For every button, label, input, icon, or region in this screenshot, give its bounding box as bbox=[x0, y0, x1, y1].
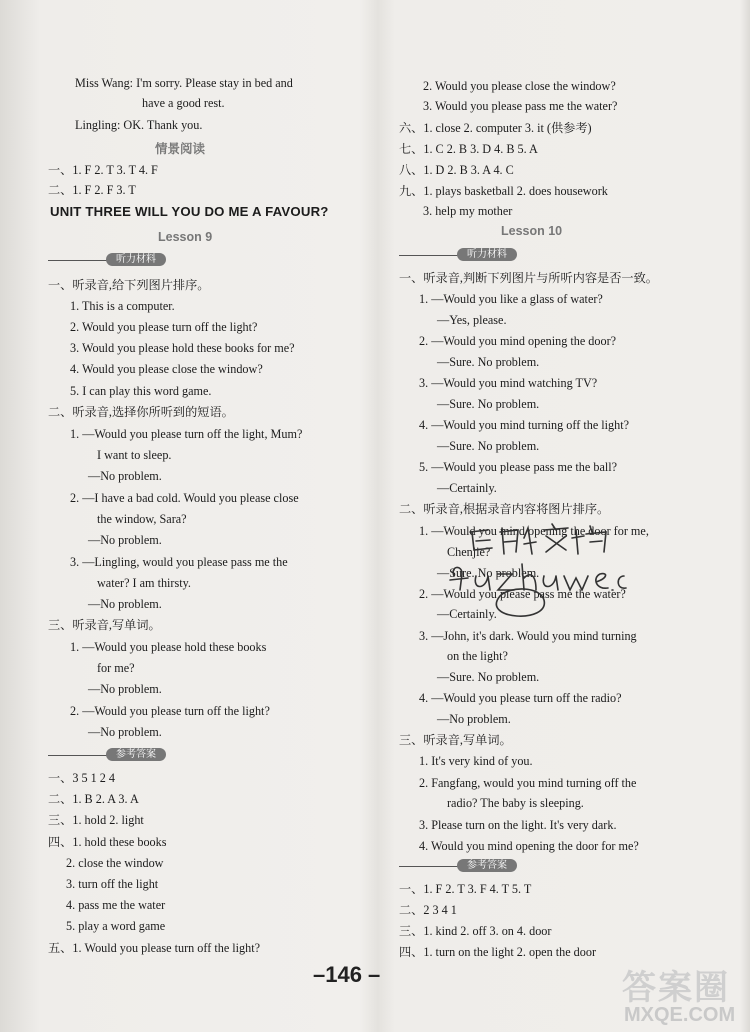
text-line: —Sure. No problem. bbox=[437, 397, 540, 411]
text-line: 4. Would you please close the window? bbox=[70, 362, 263, 376]
text-line: 九、1. plays basketball 2. does housework bbox=[399, 184, 608, 198]
text-line: 七、1. C 2. B 3. D 4. B 5. A bbox=[399, 142, 538, 156]
text-line: the window, Sara? bbox=[97, 512, 187, 526]
page-number: –146 – bbox=[313, 962, 381, 987]
text-line: 1. It's very kind of you. bbox=[419, 754, 533, 768]
text-line: 五、1. Would you please turn off the light? bbox=[48, 941, 261, 955]
text-line: 二、2 3 4 1 bbox=[399, 903, 457, 917]
text-line: Miss Wang: I'm sorry. Please stay in bed and bbox=[75, 76, 293, 90]
text-line: water? I am thirsty. bbox=[97, 576, 191, 590]
text-line: —Sure. No problem. bbox=[437, 566, 540, 580]
text-line: 3. —Would you mind watching TV? bbox=[419, 376, 598, 390]
text-line: 一、听录音,判断下列图片与所听内容是否一致。 bbox=[399, 271, 658, 285]
text-line: 2. close the window bbox=[66, 856, 164, 870]
text-line: 5. —Would you please pass me the ball? bbox=[419, 460, 618, 474]
text-line: 3. help my mother bbox=[423, 204, 513, 218]
text-line: 1. —Would you please turn off the light, Mum? bbox=[70, 427, 303, 441]
text-line: 一、1. F 2. T 3. F 4. T 5. T bbox=[399, 882, 532, 896]
corner-logo-url: MXQE.COM bbox=[624, 1004, 736, 1026]
reading-section-title: 情景阅读 bbox=[155, 142, 206, 156]
text-line: 二、听录音,选择你所听到的短语。 bbox=[48, 405, 234, 419]
text-line: 3. Please turn on the light. It's very dark. bbox=[419, 818, 617, 832]
text-line: 4. —Would you please turn off the radio? bbox=[419, 691, 622, 705]
text-line: for me? bbox=[97, 661, 135, 675]
text-line: on the light? bbox=[447, 649, 508, 663]
text-line: 六、1. close 2. computer 3. it (供参考) bbox=[399, 121, 592, 135]
text-line: 2. —Would you please turn off the light? bbox=[70, 704, 270, 718]
text-line: 2. Fangfang, would you mind turning off the bbox=[419, 776, 637, 790]
text-line: 4. —Would you mind turning off the light? bbox=[419, 418, 630, 432]
text-line: —No problem. bbox=[88, 682, 162, 696]
text-line: 3. Would you please hold these books for me? bbox=[70, 341, 295, 355]
text-line: Chenjie? bbox=[447, 545, 491, 559]
text-line: 二、听录音,根据录音内容将图片排序。 bbox=[399, 502, 610, 516]
lesson-9-title: Lesson 9 bbox=[158, 230, 213, 244]
text-line: 2. Would you please close the window? bbox=[423, 79, 616, 93]
text-line: —Sure. No problem. bbox=[437, 439, 540, 453]
text-line: 1. This is a computer. bbox=[70, 299, 175, 313]
text-line: 4. pass me the water bbox=[66, 898, 166, 912]
text-line: 5. I can play this word game. bbox=[70, 384, 212, 398]
text-line: have a good rest. bbox=[142, 96, 225, 110]
text-line: 2. Would you please turn off the light? bbox=[70, 320, 258, 334]
text-line: —Certainly. bbox=[437, 607, 497, 621]
text-line: 1. —Would you please hold these books bbox=[70, 640, 267, 654]
answers-tag: 参考答案 bbox=[106, 748, 166, 761]
text-line: 3. Would you please pass me the water? bbox=[423, 99, 618, 113]
text-line: 三、听录音,写单词。 bbox=[399, 733, 512, 747]
corner-logo-text: 答案圈 bbox=[622, 969, 730, 1007]
text-line: —Certainly. bbox=[437, 481, 497, 495]
text-line: 八、1. D 2. B 3. A 4. C bbox=[399, 163, 514, 177]
text-line: 二、1. B 2. A 3. A bbox=[48, 792, 139, 806]
text-line: 二、1. F 2. F 3. T bbox=[48, 183, 136, 197]
listening-material-tag: 听力材料 bbox=[457, 248, 517, 261]
text-line: 1. —Would you like a glass of water? bbox=[419, 292, 603, 306]
text-line: 3. turn off the light bbox=[66, 877, 159, 891]
lesson-10-title: Lesson 10 bbox=[501, 224, 563, 238]
text-line: 2. —Would you mind opening the door? bbox=[419, 334, 617, 348]
text-line: 三、听录音,写单词。 bbox=[48, 618, 161, 632]
text-line: 一、3 5 1 2 4 bbox=[48, 771, 116, 785]
text-line: —No problem. bbox=[88, 533, 162, 547]
text-line: 2. —Would you please pass me the water? bbox=[419, 587, 626, 601]
listening-material-tag: 听力材料 bbox=[106, 253, 166, 266]
text-line: —No problem. bbox=[88, 597, 162, 611]
text-line: 3. —John, it's dark. Would you mind turning bbox=[419, 629, 637, 643]
text-line: 一、听录音,给下列图片排序。 bbox=[48, 278, 210, 292]
text-line: —Sure. No problem. bbox=[437, 670, 540, 684]
text-line: radio? The baby is sleeping. bbox=[447, 796, 584, 810]
text-line: 2. —I have a bad cold. Would you please close bbox=[70, 491, 299, 505]
text-line: 四、1. turn on the light 2. open the door bbox=[399, 945, 597, 959]
text-line: —Sure. No problem. bbox=[437, 355, 540, 369]
text-line: 4. Would you mind opening the door for me? bbox=[419, 839, 639, 853]
text-line: 三、1. hold 2. light bbox=[48, 813, 144, 827]
text-line: —No problem. bbox=[437, 712, 511, 726]
text-line: 三、1. kind 2. off 3. on 4. door bbox=[399, 924, 552, 938]
text-line: 3. —Lingling, would you please pass me the bbox=[70, 555, 288, 569]
text-line: I want to sleep. bbox=[97, 448, 172, 462]
text-line: Lingling: OK. Thank you. bbox=[75, 118, 203, 132]
answers-tag: 参考答案 bbox=[457, 859, 517, 872]
unit-title: UNIT THREE WILL YOU DO ME A FAVOUR? bbox=[50, 204, 329, 219]
text-line: 一、1. F 2. T 3. T 4. F bbox=[48, 163, 158, 177]
text-line: —Yes, please. bbox=[437, 313, 507, 327]
text-line: —No problem. bbox=[88, 469, 162, 483]
text-line: 5. play a word game bbox=[66, 919, 166, 933]
corner-logo bbox=[618, 960, 746, 1028]
text-line: 1. —Would you mind opening the door for me, bbox=[419, 524, 649, 538]
text-line: —No problem. bbox=[88, 725, 162, 739]
text-line: 四、1. hold these books bbox=[48, 835, 167, 849]
